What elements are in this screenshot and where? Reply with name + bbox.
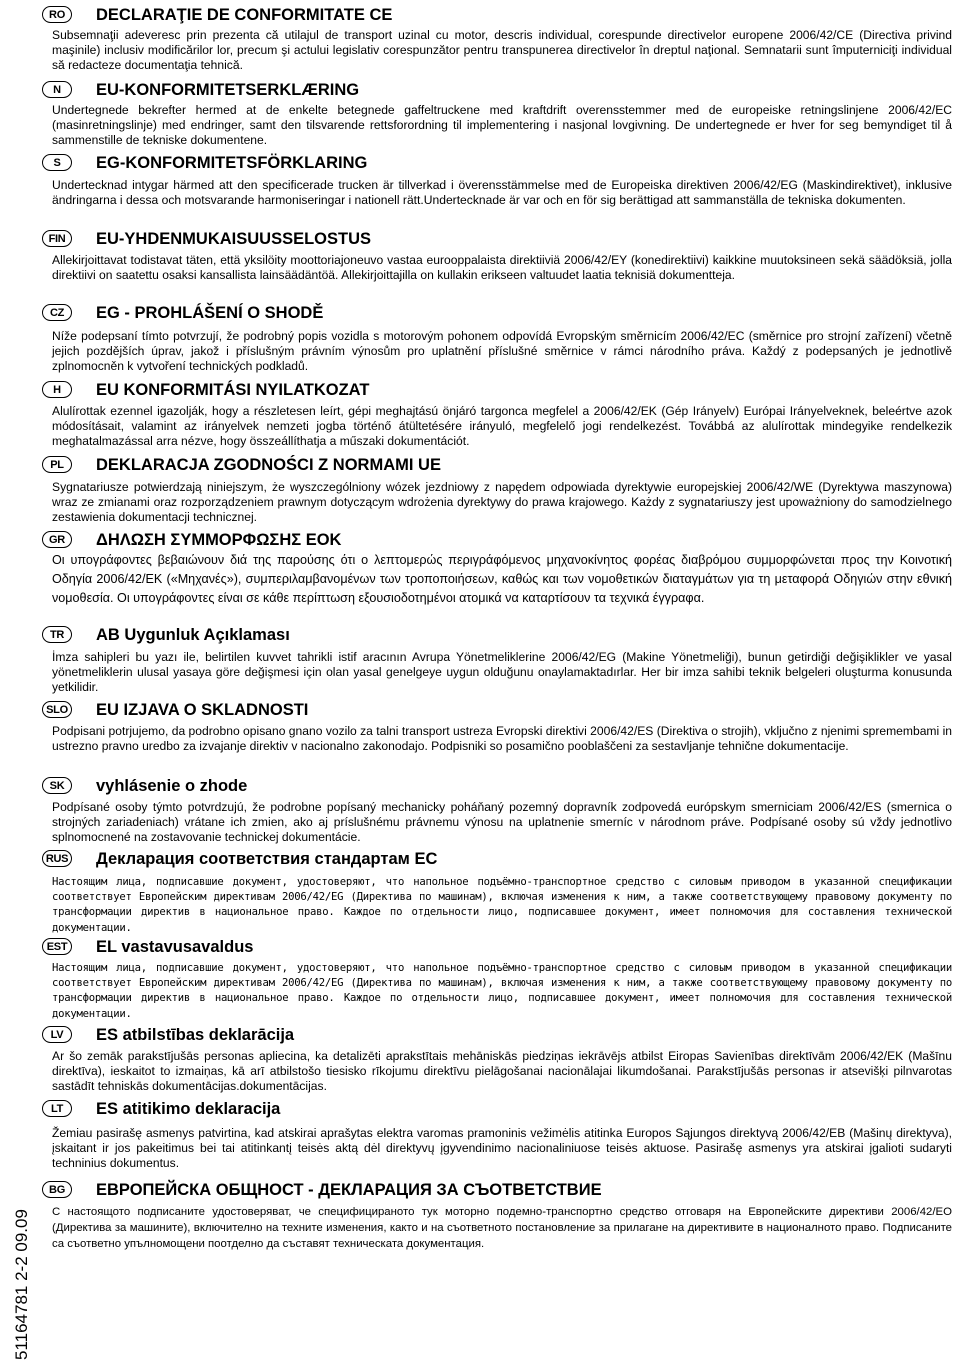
section-text-s: Undertecknad intygar härmed att den specificerade trucken är tillverkad i överensstämmelse med de Europeiska direktiven 2006/42/EG (Maskindirektivet), inklusive ändringarna i dessa och motsvarande harmoniseringar i nationell rätt.Undertecknade är var och en för sig berättigad att sammanställa de tekniska dokumenten. <box>52 178 952 207</box>
section-title-lv: ES atbilstības deklarācija <box>96 1026 295 1044</box>
section-text-cz: Níže podepsaní tímto potvrzují, že podrobný popis vozidla s motorovým pohonem odpovídá Evropským směrnicím 2006/42/EC (směrnice pro strojní zařízení) včetně jejich pozdějších úprav, jakož i příslušným právním výnosům pro uplatnění příslušné směrnice v rámci národního práva. Každý z podepsaných je jednotlivě zplnomocněn k vytvoření technických podkladů. <box>52 329 952 373</box>
document-code: 51164781 2-2 09.09 <box>12 1209 31 1360</box>
section-title-n: EU-KONFORMITETSERKLÆRING <box>96 81 360 99</box>
language-badge-pl: PL <box>42 456 72 473</box>
section-text-n: Undertegnede bekrefter hermed at de enkelte betegnede gaffeltruckene med kraftdrift overensstemmer med de europeiske retningslinjene 2006/42/EC (masinretningslinje) med endringer, samt den tilsvarende rettsforordning til implementering i nasjonal lovgivning. De undertegnede er hver for seg bemyndiget til å sammenstille de tekniske dokumentene. <box>52 103 952 147</box>
section-title-lt: ES atitikimo deklaracija <box>96 1100 281 1118</box>
section-text-pl: Sygnatariusze potwierdzają niniejszym, że wyszczególniony wózek jezdniowy z napędem odpowiada dyrektywie europejskiej 2006/42/WE (Dyrektywa maszynowa) wraz ze zmianami oraz rozporządzeniem prawnym dotyczącym wdrożenia dyrektywy do prawa krajowego. Każdy z sygnatariuszy jest upoważniony do samodzielnego zestawienia dokumentacji technicznej. <box>52 480 952 524</box>
section-text-est: Настоящим лица, подписавшие документ, удостоверяют, что напольное подъёмно-транспортное средство с силовым приводом в указанной спецификации соответствует Европейским директивам 2006/42/EG (Директива по машинам), включая изменения к ним, а также соответствующему правовому документу по трансформации директив в национальное право. Каждое по отдельности лицо, подписавшее документ, имеет полномочия для составления технической документации. <box>52 962 952 1020</box>
section-text-slo: Podpisani potrjujemo, da podrobno opisano gnano vozilo za talni transport ustreza Evropski direktivi 2006/42/ES (Direktiva o strojih), vključno z njenimi spremembami in ustrezno pravno uredbo za izvajanje direktiv v nacionalno zakonodajo. Podpisniki so posamično pooblaščeni za sestavljanje tehnične dokumentacije. <box>52 724 952 753</box>
section-title-bg: ЕВРОПЕЙСКА ОБЩНОСТ - ДЕКЛАРАЦИЯ ЗА СЪОТВЕТСТВИЕ <box>96 1181 602 1199</box>
language-badge-lv: LV <box>42 1026 72 1043</box>
section-title-pl: DEKLARACJA ZGODNOŚCI Z NORMAMI UE <box>96 456 441 474</box>
section-title-cz: EG - PROHLÁŠENÍ O SHODĚ <box>96 304 324 322</box>
language-badge-s: S <box>42 154 72 171</box>
section-title-ro: DECLARAŢIE DE CONFORMITATE CE <box>96 6 393 24</box>
section-title-s: EG-KONFORMITETSFÖRKLARING <box>96 154 368 172</box>
language-badge-gr: GR <box>42 531 72 548</box>
language-badge-sk: SK <box>42 777 72 794</box>
section-title-tr: AB Uygunluk Açıklaması <box>96 626 290 644</box>
section-text-rus: Настоящим лица, подписавшие документ, удостоверяют, что напольное подъёмно-транспортное средство с силовым приводом в указанной спецификации соответствует Европейским директивам 2006/42/EG (Директива по машинам), включая изменения к ним, а также соответствующему правовому документу по трансформации директив в национальное право. Каждое по отдельности лицо, подписавшее документ, имеет полномочия для составления технической документации. <box>52 876 952 934</box>
language-badge-ro: RO <box>42 6 72 23</box>
language-badge-rus: RUS <box>42 850 72 867</box>
language-badge-cz: CZ <box>42 304 72 321</box>
section-title-slo: EU IZJAVA O SKLADNOSTI <box>96 701 309 719</box>
language-badge-h: H <box>42 381 72 398</box>
section-title-sk: vyhlásenie o zhode <box>96 777 248 795</box>
section-text-gr: Οι υπογράφοντες βεβαιώνουν διά της παρούσης ότι ο λεπτομερώς περιγράφόμενος μηχανοκίνητος φορέας διαβρόμου συμμορφώνεται προς την Κοινοτική Οδηγία 2006/42/ΕΚ («Μηχανές»), συμπεριλαμβανομένων των τροποποιήσεων, καθώς και των νομοθετικών διαταγμάτων για τη μεταφορά Οδηγιών στην εθνική νομοθεσία. Οι υπογράφοντες είναι σε κάθε περίπτωση εξουσιοδοτημένοι ατομικά να καταρτίσουν τα τεχνικά έγγραφα. <box>52 553 952 605</box>
language-badge-lt: LT <box>42 1100 72 1117</box>
section-text-tr: İmza sahipleri bu yazı ile, belirtilen kuvvet tahrikli istif aracının Avrupa Yönetmeliklerine 2006/42/EG (Makine Yönetmeliği), bunun getirdiği değişiklikler ve yasal yönetmeliklerin ulusal yasaya göre değişmesi için olan yasal genelgeye uygun olduğunu onaylamaktadırlar. Her bir imza sahibi teknik belgeleri oluşturma konusunda yetkilidir. <box>52 650 952 694</box>
language-badge-n: N <box>42 81 72 98</box>
language-badge-slo: SLO <box>42 701 72 718</box>
section-text-h: Alulírottak ezennel igazolják, hogy a részletesen leírt, gépi meghajtású önjáró targonca megfelel a 2006/42/EK (Gép Irányelv) Európai Irányelveknek, beleértve azok módosításait, valamint az irányelvek nemzeti jogba történő átültetésére irányuló, megfelelő jogi rendelkezést. Továbbá az alulírottak mindegyike rendelkezik meghatalmazással arra nézve, hogy összeállíthatja a műszaki dokumentációt. <box>52 404 952 448</box>
section-title-rus: Декларация соответствия стандартам ЕС <box>96 850 438 868</box>
section-title-gr: ΔΗΛΩΣΗ ΣΥΜΜΟΡΦΩΣΗΣ ΕΟΚ <box>96 531 342 549</box>
section-title-est: EL vastavusavaldus <box>96 938 254 956</box>
section-text-sk: Podpísané osoby týmto potvrdzujú, že podrobne popísaný mechanicky poháňaný pozemný dopravník zodpovedá európskym smerniciam 2006/42/ES (smernica o strojných zariadeniach) vrátane ich zmien, ako aj príslušnému právnemu výnosu na uplatnenie smerníc v národnom práve. Podpísané osoby sú vždy jednotlivo splnomocnené na zostavovanie technickej dokumentácie. <box>52 800 952 844</box>
section-text-lv: Ar šo zemāk parakstījušās personas apliecina, ka detalizēti aprakstītais mehāniskās piedziņas iekrāvējs atbilst Eiropas Savienības direktīvām 2006/42/EK (Mašīnu direktīva), ieskaitot to izmaiņas, kā arī atbilstošo tiesisko rīkojumu direktīvu pielāgošanai nacionālajai likumdošanai. Parakstījušās personas ir atsevišķi pilnvarotas sastādīt tehniskās dokumentācijas.dokumentācijas. <box>52 1049 952 1093</box>
language-badge-fin: FIN <box>42 230 72 247</box>
language-badge-bg: BG <box>42 1181 72 1198</box>
language-badge-est: EST <box>42 938 72 955</box>
language-badge-tr: TR <box>42 626 72 643</box>
section-text-fin: Allekirjoittavat todistavat täten, että yksilöity moottoriajoneuvo vastaa eurooppalaista direktiiviä 2006/42/EY (konedirektiivi) kaikkine muutoksineen sekä säädöksiä, jolla direktiivi on saatettu osaksi kansallista lainsäädäntöä. Allekirjoittajilla on kullakin erikseen valtuudet laatia teknisiä dokumentteja. <box>52 253 952 282</box>
section-title-fin: EU-YHDENMUKAISUUSSELOSTUS <box>96 230 372 248</box>
section-title-h: EU KONFORMITÁSI NYILATKOZAT <box>96 381 370 399</box>
section-text-lt: Žemiau pasirašę asmenys patvirtina, kad atskirai aprašytas elektra varomas pramoninis vežimėlis atitinka Europos Sąjungos direktyvą 2006/42/EB (Mašinų direktyva), įskaitant ir jos pakeitimus bei tai atitinkantį teisės aktą dėl direktyvų įgyvendinimo nacionaliniuose teisės aktuose. Pasirašę asmenys yra atskirai įgalioti sudaryti techninius dokumentus. <box>52 1126 952 1170</box>
section-text-ro: Subsemnaţii adeveresc prin prezenta că utilajul de transport uzinal cu motor, descris individual, corespunde directivelor europene 2006/42/CE (Directiva privind maşinile) inclusiv modificărilor lor, precum şi actului legislativ corespunzător pentru transpunerea directivelor în dreptul naţional. Semnatarii sunt împuterniciţi individual să redacteze documentaţia tehnică. <box>52 28 952 72</box>
section-text-bg: С настоящото подписаните удостоверяват, че специфицираното тук моторно подемно-транспортно средство отговаря на Европейските директиви 2006/42/ЕО (Директива за машините), включително на техните изменения, както и на съответното постановление за прилагане на директивите в националното право. Подписаните са съответно упълномощени поотделно да съставят техническата документация. <box>52 1206 952 1250</box>
